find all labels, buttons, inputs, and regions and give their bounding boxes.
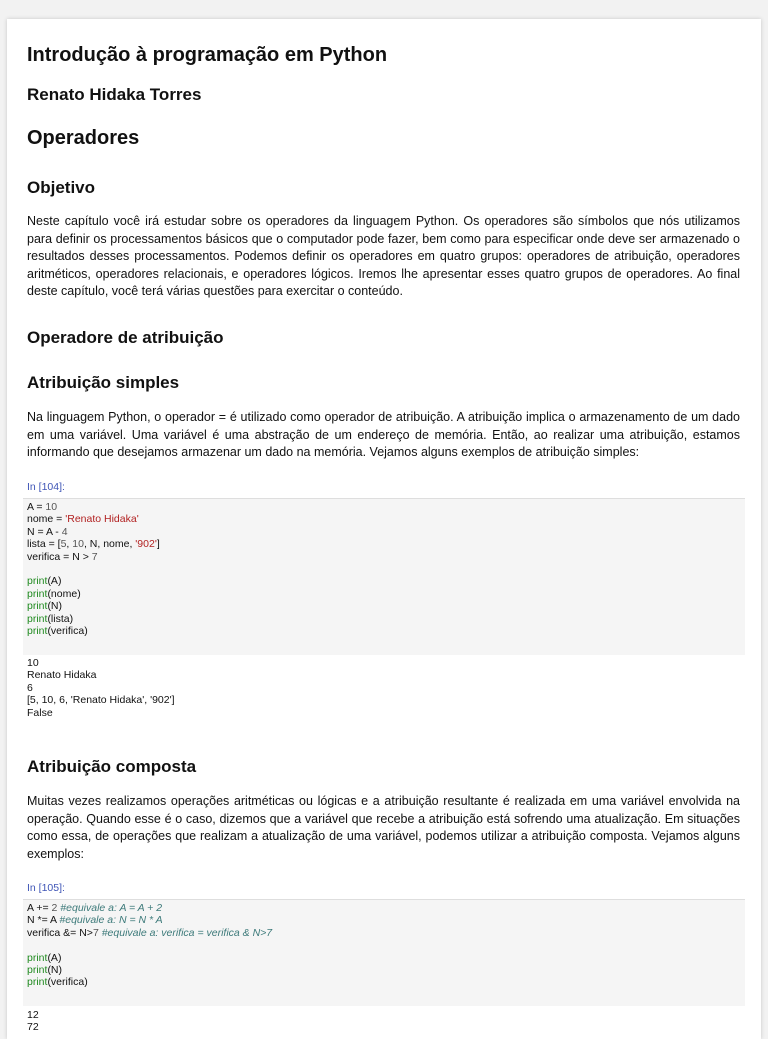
code-line (27, 551, 741, 563)
code-token: A = (27, 501, 46, 513)
objective-paragraph: Neste capítulo você irá estudar sobre os operadores da linguagem Python. Os operadores são símbolos que nós utilizamos para definir os processamentos básicos que o computador pode fazer, bem como para especificar onde deve ser armazenado o resultados desses processamentos. Podemos definir os operadores em quatro grupos: operadores de atribuição, operadores aritméticos, operadores relacionais, e operadores lógicos. Iremos lhe apresentar esses quatro grupos de operadores. Ao final deste capítulo, você terá várias questões para exercitar o conteúdo. (27, 214, 740, 299)
code-token: ] (156, 538, 160, 551)
code-cell-104[interactable] (23, 498, 745, 655)
document-title: Introdução à programação em Python (27, 44, 388, 66)
code-line (27, 976, 741, 988)
code-line (27, 964, 741, 976)
code-function: print (27, 964, 48, 977)
code-line (27, 563, 741, 575)
output-cell-105 (27, 1009, 39, 1034)
output-line: 6 (27, 681, 33, 694)
code-token: (A) (47, 575, 62, 588)
output-line: 10 (27, 657, 39, 669)
code-line (27, 902, 741, 914)
code-token: verifica &= N> (27, 926, 93, 939)
code-token: 10 (45, 501, 58, 513)
output-line: Renato Hidaka (27, 669, 97, 682)
code-line (27, 600, 741, 612)
code-token: 7 (92, 926, 99, 939)
compound-assignment-paragraph: Muitas vezes realizamos operações aritméticas ou lógicas e a atribuição resultante é realizada em uma variável envolvida na operação. Quando esse é o caso, dizemos que a variável que recebe a atribuição está sofrendo uma atualização. Em situações como essa, de operações que realizam a atualização de uma variável, podemos utilizar a atribuição composta. Vejamos alguns exemplos: (27, 794, 740, 861)
code-line (27, 526, 741, 538)
code-token: lista = [ (27, 538, 61, 551)
code-function: print (27, 612, 48, 625)
simple-assignment-heading: Atribuição simples (27, 373, 180, 392)
document-page (7, 19, 761, 1039)
code-cell-105[interactable] (23, 899, 745, 1006)
code-line (27, 513, 741, 525)
code-function: print (27, 587, 48, 600)
cell-prompt-104: In [104]: (27, 481, 65, 493)
code-token: verifica = N > (27, 550, 92, 563)
compound-assignment-heading: Atribuição composta (27, 757, 197, 776)
code-token: , N, nome, (83, 538, 136, 551)
code-token: (N) (47, 964, 63, 977)
code-token: (verifica) (47, 976, 88, 989)
code-comment: #equivale a: verifica = verifica & N>7 (101, 926, 273, 939)
code-token: A += (27, 902, 52, 914)
cell-prompt-105: In [105]: (27, 882, 65, 894)
code-token: (A) (47, 951, 62, 964)
code-token: 2 (51, 902, 58, 914)
code-line (27, 588, 741, 600)
output-cell-104 (27, 657, 175, 719)
code-line (27, 914, 741, 926)
code-token: 4 (61, 525, 68, 538)
code-line (27, 952, 741, 964)
code-function: print (27, 575, 48, 588)
output-line: 72 (27, 1021, 39, 1034)
code-line (27, 613, 741, 625)
code-string: '902' (135, 538, 157, 551)
simple-assignment-paragraph: Na linguagem Python, o operador = é utilizado como operador de atribuição. A atribuição implica o armazenamento de um dado em uma variável. Uma variável é uma abstração de um endereço de memória. Então, ao realizar uma atribuição, estamos informando que desejamos armazenar um dado na memória. Vejamos alguns exemplos de atribuição simples: (27, 410, 740, 460)
code-comment: #equivale a: A = A + 2 (60, 902, 163, 914)
code-token: N *= A (27, 914, 60, 927)
code-string: 'Renato Hidaka' (65, 513, 139, 526)
code-comment: #equivale a: N = N * A (59, 914, 163, 927)
code-line (27, 625, 741, 637)
chapter-title: Operadores (27, 127, 140, 149)
code-token: 7 (91, 550, 98, 563)
output-line: 12 (27, 1009, 39, 1021)
code-token: (verifica) (47, 625, 88, 638)
code-token: , (66, 538, 73, 551)
author-name: Renato Hidaka Torres (27, 85, 202, 104)
code-token: N = A - (27, 525, 62, 538)
output-line: False (27, 706, 53, 719)
code-function: print (27, 951, 48, 964)
output-line: [5, 10, 6, 'Renato Hidaka', '902'] (27, 694, 175, 707)
code-line (27, 538, 741, 550)
code-token: (nome) (47, 587, 81, 600)
code-token: 5 (60, 538, 67, 551)
objective-heading: Objetivo (27, 178, 96, 197)
code-token: (lista) (47, 612, 74, 625)
code-line (27, 501, 741, 513)
code-function: print (27, 625, 48, 638)
assignment-section-heading: Operadore de atribuição (27, 328, 224, 347)
code-function: print (27, 976, 48, 989)
code-function: print (27, 600, 48, 613)
code-token: nome = (27, 513, 66, 526)
code-line (27, 927, 741, 939)
code-line (27, 575, 741, 587)
code-token: 10 (72, 538, 84, 551)
code-token: (N) (47, 600, 63, 613)
code-line (27, 939, 741, 951)
